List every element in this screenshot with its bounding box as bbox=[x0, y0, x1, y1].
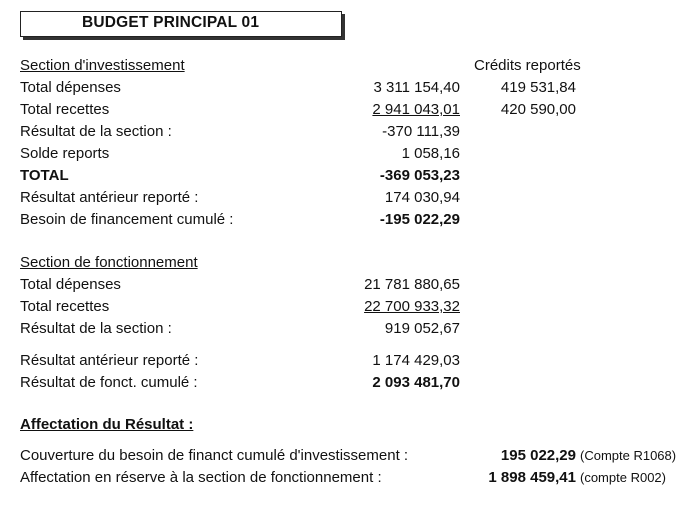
inv-value-anterieur: 174 030,94 bbox=[384, 189, 460, 206]
inv-value-recettes: 2 941 043,01 bbox=[372, 101, 460, 118]
inv-label-solde: Solde reports bbox=[20, 145, 110, 162]
aff-value-reserve: 1 898 459,41 bbox=[488, 469, 576, 486]
aff-label-reserve: Affectation en réserve à la section de fonctionnement : bbox=[20, 469, 382, 486]
inv-label-besoin: Besoin de financement cumulé : bbox=[20, 211, 234, 228]
fonc-label-cumule: Résultat de fonct. cumulé : bbox=[20, 374, 198, 391]
fonc-value-recettes: 22 700 933,32 bbox=[364, 298, 460, 315]
inv-label-total: TOTAL bbox=[20, 167, 69, 184]
inv-value-besoin: -195 022,29 bbox=[379, 211, 460, 228]
inv-label-anterieur: Résultat antérieur reporté : bbox=[20, 189, 199, 206]
fonc-value-anterieur: 1 174 429,03 bbox=[372, 352, 460, 369]
page-title: BUDGET PRINCIPAL 01 bbox=[82, 14, 260, 31]
aff-note-couverture: (Compte R1068) bbox=[580, 448, 677, 463]
inv-label-recettes: Total recettes bbox=[20, 101, 110, 118]
aff-note-reserve: (compte R002) bbox=[580, 470, 666, 485]
fonc-label-resultat: Résultat de la section : bbox=[20, 320, 172, 337]
inv-value-total: -369 053,23 bbox=[379, 167, 460, 184]
inv-label-depenses: Total dépenses bbox=[20, 79, 121, 96]
aff-label-couverture: Couverture du besoin de financt cumulé d'investissement : bbox=[20, 447, 409, 464]
inv-credit-recettes: 420 590,00 bbox=[500, 101, 576, 118]
investment-heading: Section d'investissement bbox=[20, 57, 185, 74]
affectation-heading: Affectation du Résultat : bbox=[20, 416, 194, 433]
fonc-label-anterieur: Résultat antérieur reporté : bbox=[20, 352, 199, 369]
credits-heading: Crédits reportés bbox=[474, 57, 581, 74]
inv-value-resultat: -370 111,39 bbox=[382, 123, 460, 140]
inv-credit-depenses: 419 531,84 bbox=[500, 79, 576, 96]
fonc-value-resultat: 919 052,67 bbox=[384, 320, 460, 337]
inv-value-depenses: 3 311 154,40 bbox=[373, 79, 460, 96]
fonctionnement-heading: Section de fonctionnement bbox=[20, 254, 198, 271]
title-box bbox=[20, 11, 342, 37]
fonc-label-depenses: Total dépenses bbox=[20, 276, 121, 293]
fonc-label-recettes: Total recettes bbox=[20, 298, 110, 315]
inv-value-solde: 1 058,16 bbox=[401, 145, 460, 162]
fonc-value-depenses: 21 781 880,65 bbox=[364, 276, 460, 293]
inv-label-resultat: Résultat de la section : bbox=[20, 123, 172, 140]
fonc-value-cumule: 2 093 481,70 bbox=[372, 374, 460, 391]
aff-value-couverture: 195 022,29 bbox=[500, 447, 576, 464]
